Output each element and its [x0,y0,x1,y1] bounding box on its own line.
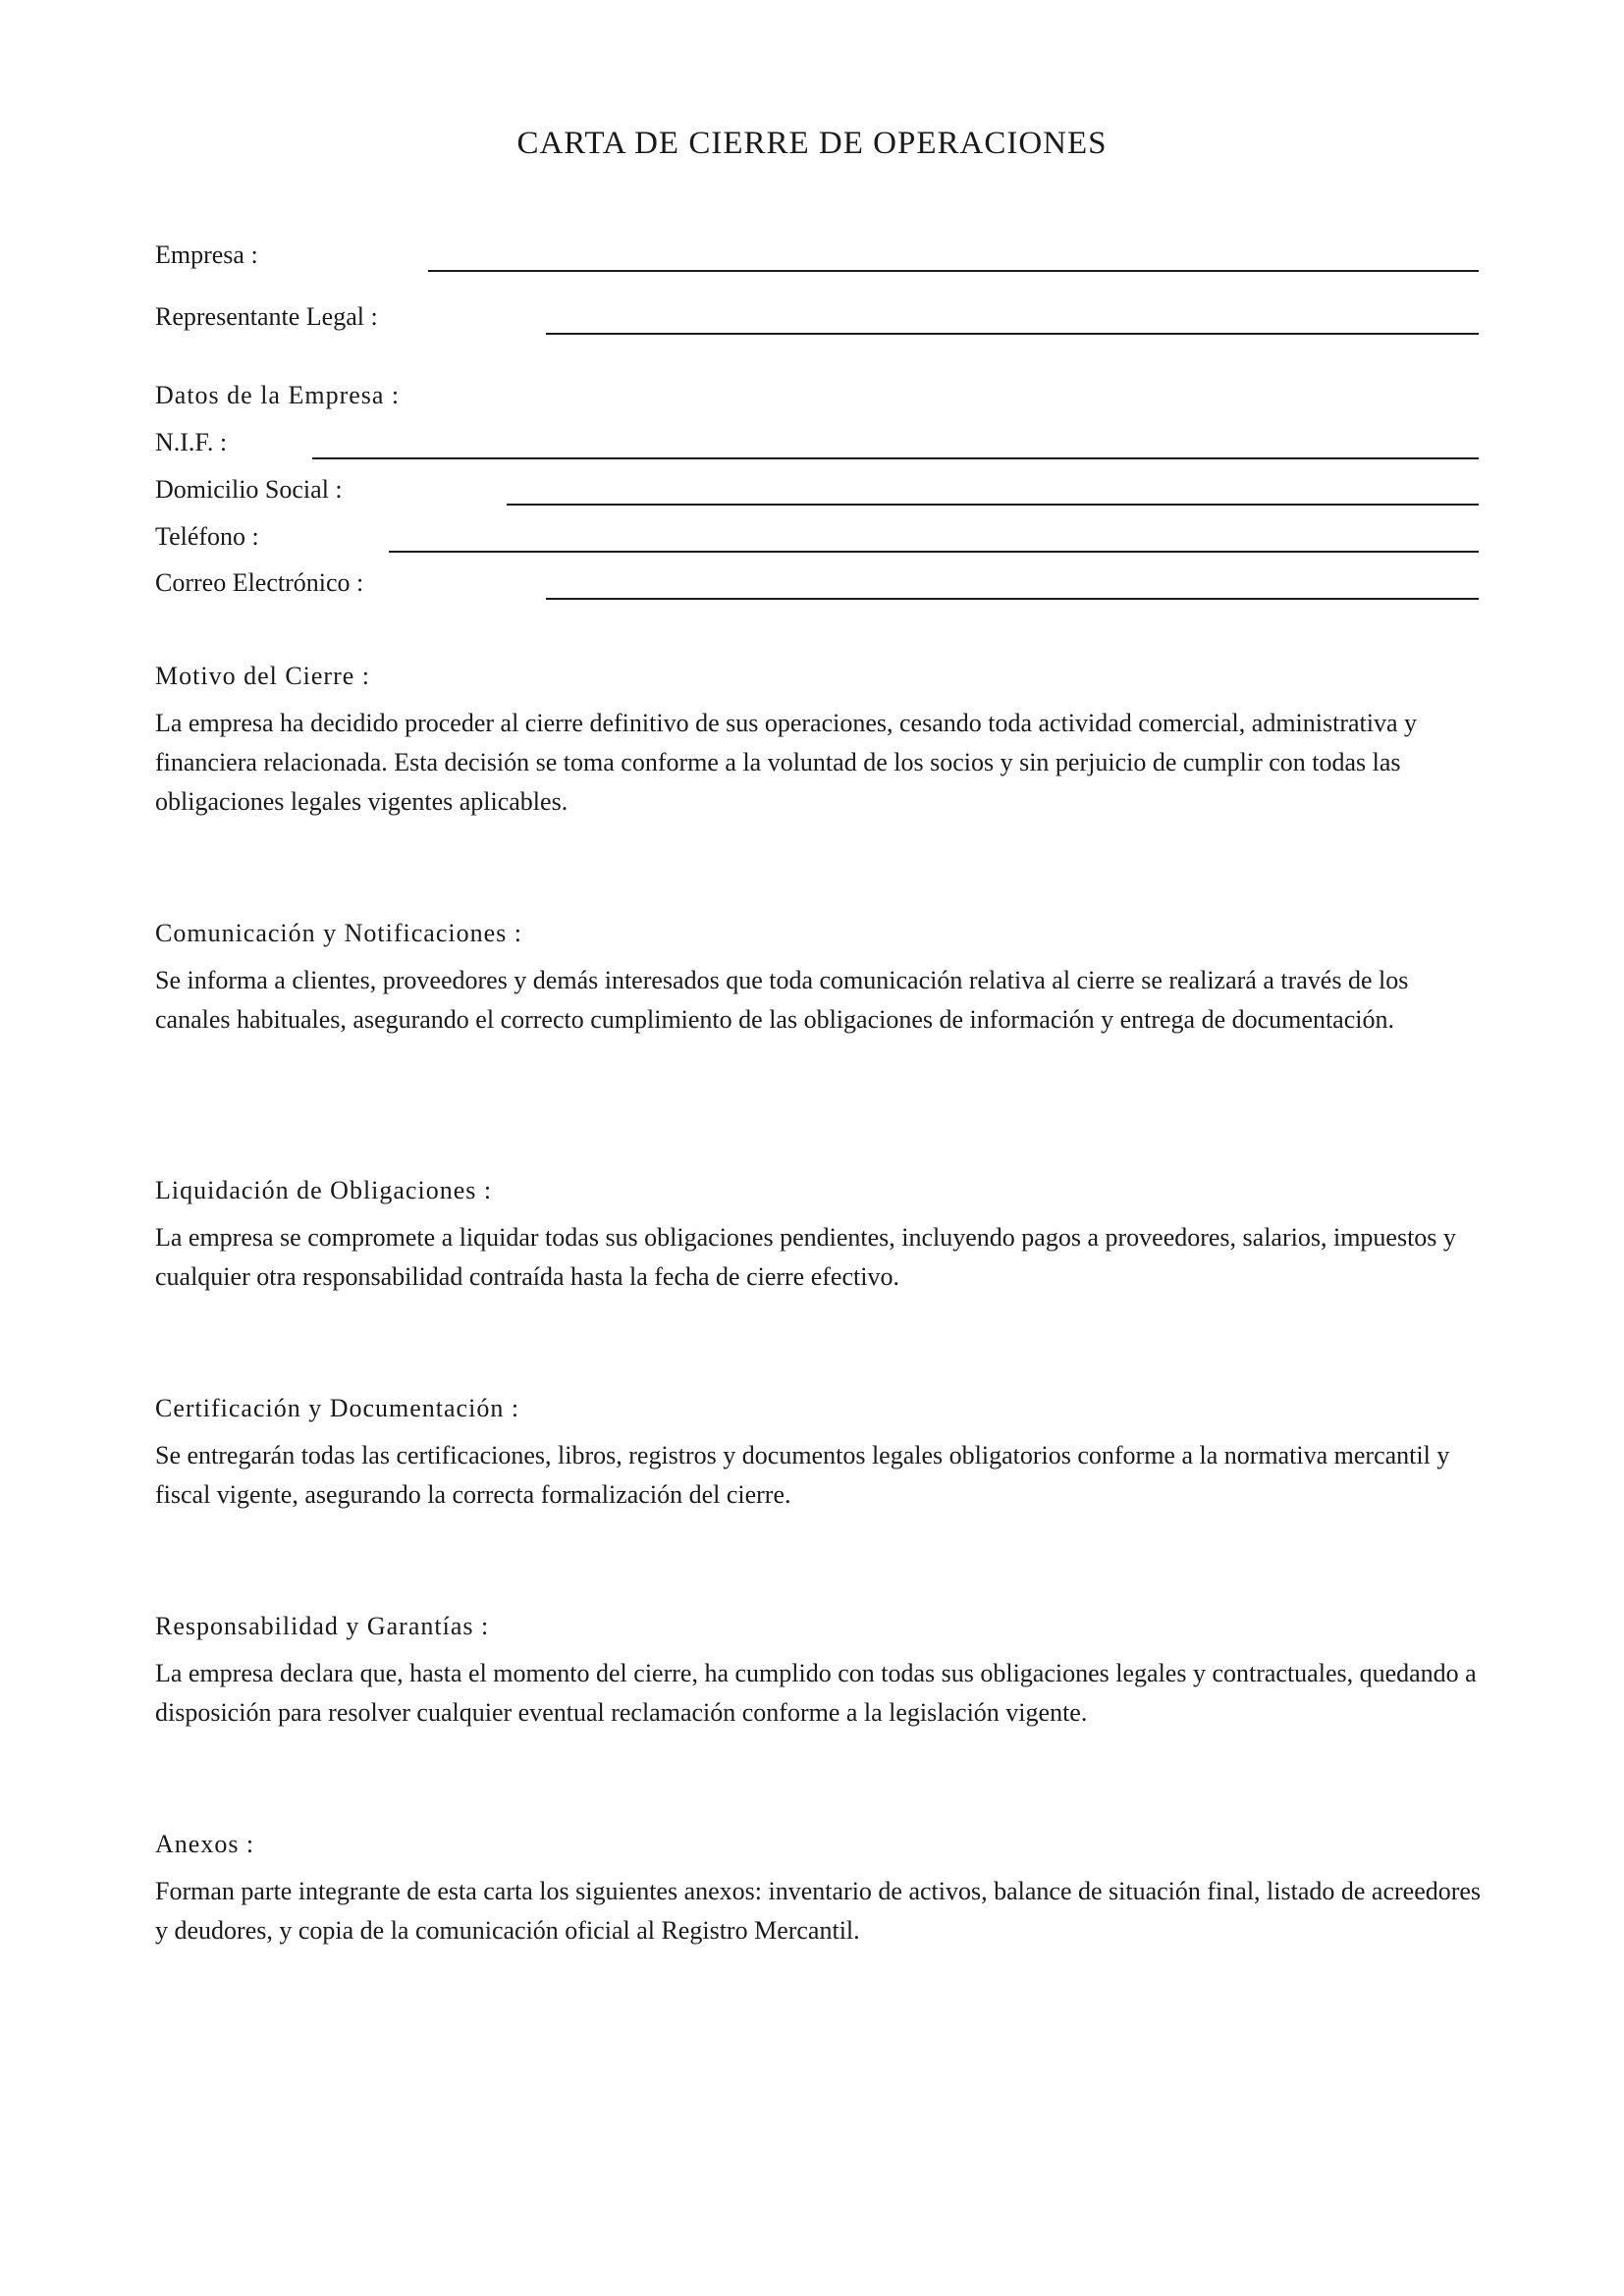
responsabilidad-garantias-heading: Responsabilidad y Garantías : [155,1612,490,1640]
telefono-blank-line[interactable] [389,551,1479,553]
empresa-blank-line[interactable] [428,270,1479,272]
nif-label: N.I.F. : [155,428,228,456]
correo-electronico-blank-line[interactable] [546,598,1479,600]
motivo-cierre-body: La empresa ha decidido proceder al cierre definitivo de sus operaciones, cesando toda actividad comercial, administrativa y financiera relacionada. Esta decisión se toma conforme a la voluntad de los socios y sin perjuicio de cumplir con todas las obligaciones legales vigentes aplicables. [155,709,1418,816]
liquidacion-obligaciones-body: La empresa se compromete a liquidar todas sus obligaciones pendientes, incluyendo pagos a proveedores, salarios, impuestos y cualquier otra responsabilidad contraída hasta la fecha de cierre efectivo. [155,1223,1456,1291]
representante-legal-blank-line[interactable] [546,333,1479,335]
motivo-cierre-heading: Motivo del Cierre : [155,662,371,690]
document-title: CARTA DE CIERRE DE OPERACIONES [516,126,1108,161]
nif-blank-line[interactable] [312,457,1479,459]
domicilio-social-label: Domicilio Social : [155,475,343,504]
datos-empresa-heading: Datos de la Empresa : [155,381,401,409]
anexos-body: Forman parte integrante de esta carta los siguientes anexos: inventario de activos, balance de situación final, listado de acreedores y deudores, y copia de la comunicación oficial al Registro Mercantil. [155,1877,1482,1945]
correo-electronico-label: Correo Electrónico : [155,568,364,597]
comunicacion-notificaciones-body: Se informa a clientes, proveedores y demás interesados que toda comunicación relativa al cierre se realizará a través de los canales habituales, asegurando el correcto cumplimiento de las obligaciones de información y entrega de documentación. [155,966,1409,1034]
liquidacion-obligaciones-heading: Liquidación de Obligaciones : [155,1176,493,1204]
domicilio-social-blank-line[interactable] [507,504,1479,506]
empresa-label: Empresa : [155,240,258,269]
telefono-label: Teléfono : [155,522,259,551]
comunicacion-notificaciones-heading: Comunicación y Notificaciones : [155,919,522,947]
certificacion-documentacion-heading: Certificación y Documentación : [155,1394,520,1422]
anexos-heading: Anexos : [155,1830,255,1858]
certificacion-documentacion-body: Se entregarán todas las certificaciones, libros, registros y documentos legales obligatorios conforme a la normativa mercantil y fiscal vigente, asegurando la correcta formalización del cierre. [155,1441,1450,1509]
representante-legal-label: Representante Legal : [155,302,378,331]
responsabilidad-garantias-body: La empresa declara que, hasta el momento del cierre, ha cumplido con todas sus obligaciones legales y contractuales, quedando a disposición para resolver cualquier eventual reclamación conforme a la legislación vigente. [155,1659,1477,1727]
